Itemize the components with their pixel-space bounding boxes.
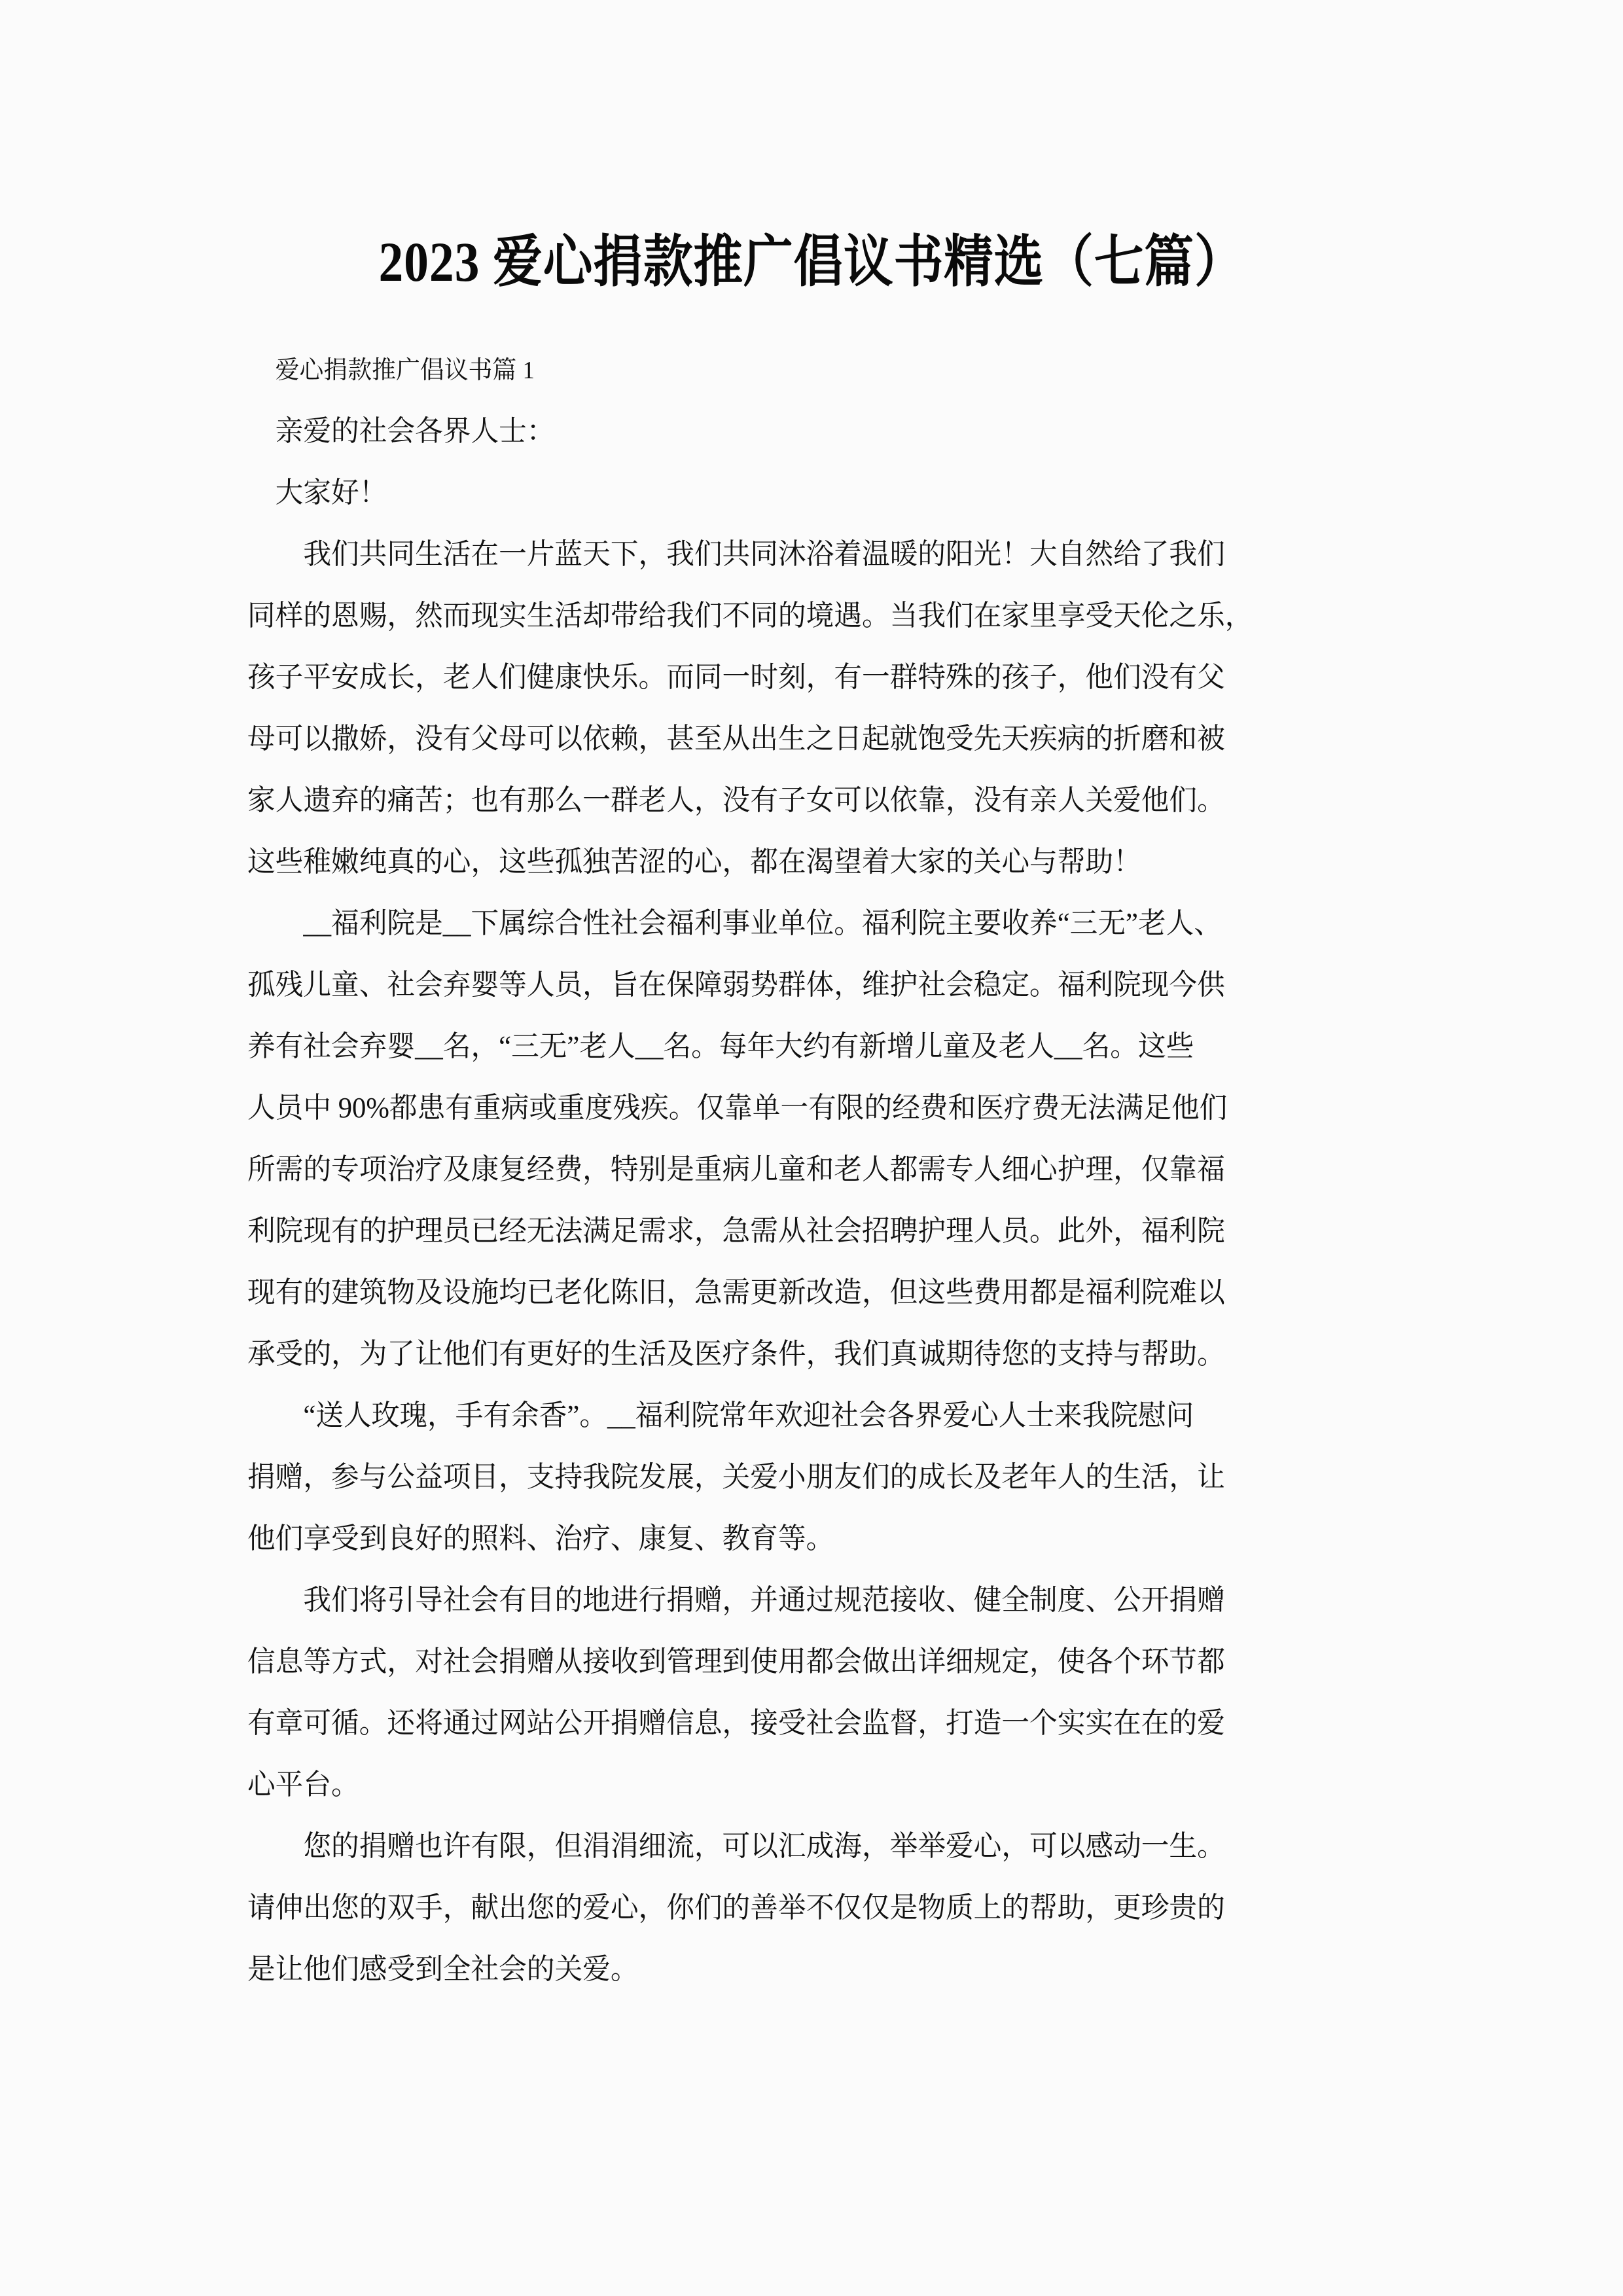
paragraph-line: 有章可循。还将通过网站公开捐赠信息，接受社会监督，打造一个实实在在的爱: [247, 1707, 1225, 1739]
paragraph-line: “送人玫瑰，手有余香”。__福利院常年欢迎社会各界爱心人士来我院慰问: [303, 1399, 1194, 1431]
paragraph-line: 捐赠，参与公益项目，支持我院发展，关爱小朋友们的成长及老年人的生活，让: [247, 1461, 1225, 1493]
paragraph-line: 孤残儿童、社会弃婴等人员，旨在保障弱势群体，维护社会稳定。福利院现今供: [247, 969, 1225, 1001]
paragraph-line: 请伸出您的双手，献出您的爱心，你们的善举不仅仅是物质上的帮助，更珍贵的: [247, 1892, 1225, 1924]
paragraph-line: 我们共同生活在一片蓝天下，我们共同沐浴着温暖的阳光！大自然给了我们: [303, 538, 1225, 570]
paragraph-4: [247, 1570, 1381, 1816]
paragraph-line: 现有的建筑物及设施均已老化陈旧，急需更新改造，但这些费用都是福利院难以: [247, 1276, 1225, 1308]
section-heading: 爱心捐款推广倡议书篇 1: [275, 357, 535, 384]
paragraph-line: 同样的恩赐，然而现实生活却带给我们不同的境遇。当我们在家里享受天伦之乐，: [247, 600, 1253, 632]
greeting: 大家好！: [275, 476, 387, 509]
document-body: [247, 340, 1381, 2000]
paragraph-line: 心平台。: [247, 1768, 359, 1801]
paragraph-line: 养有社会弃婴__名，“三无”老人__名。每年大约有新增儿童及老人__名。这些: [247, 1030, 1194, 1062]
paragraph-line: 人员中 90%都患有重病或重度残疾。仅靠单一有限的经费和医疗费无法满足他们: [247, 1092, 1228, 1124]
paragraph-line: 这些稚嫩纯真的心，这些孤独苦涩的心，都在渴望着大家的关心与帮助！: [247, 846, 1141, 878]
paragraph-line: 是让他们感受到全社会的关爱。: [247, 1953, 639, 1985]
paragraph-line: 我们将引导社会有目的地进行捐赠，并通过规范接收、健全制度、公开捐赠: [303, 1584, 1225, 1616]
paragraph-line: 您的捐赠也许有限，但涓涓细流，可以汇成海，举举爱心，可以感动一生。: [303, 1830, 1225, 1862]
paragraph-line: 信息等方式，对社会捐赠从接收到管理到使用都会做出详细规定，使各个环节都: [247, 1645, 1225, 1677]
page-title: 2023 爱心捐款推广倡议书精选（七篇）: [378, 230, 1245, 293]
paragraph-3: [247, 1385, 1381, 1570]
paragraph-line: 承受的，为了让他们有更好的生活及医疗条件，我们真诚期待您的支持与帮助。: [247, 1338, 1225, 1370]
paragraph-line: __福利院是__下属综合性社会福利事业单位。福利院主要收养“三无”老人、: [303, 907, 1222, 939]
salutation: 亲爱的社会各界人士：: [275, 415, 555, 447]
paragraph-line: 他们享受到良好的照料、治疗、康复、教育等。: [247, 1522, 834, 1554]
paragraph-line: 孩子平安成长，老人们健康快乐。而同一时刻，有一群特殊的孩子，他们没有父: [247, 661, 1225, 693]
paragraph-line: 家人遗弃的痛苦；也有那么一群老人，没有子女可以依靠，没有亲人关爱他们。: [247, 784, 1225, 816]
paragraph-line: 母可以撒娇，没有父母可以依赖，甚至从出生之日起就饱受先天疾病的折磨和被: [247, 723, 1225, 755]
paragraph-line: 所需的专项治疗及康复经费，特别是重病儿童和老人都需专人细心护理，仅靠福: [247, 1153, 1225, 1185]
paragraph-line: 利院现有的护理员已经无法满足需求，急需从社会招聘护理人员。此外，福利院: [247, 1215, 1225, 1247]
paragraph-2: [247, 893, 1381, 1385]
paragraph-5: [247, 1816, 1381, 2000]
paragraph-1: [247, 524, 1381, 893]
